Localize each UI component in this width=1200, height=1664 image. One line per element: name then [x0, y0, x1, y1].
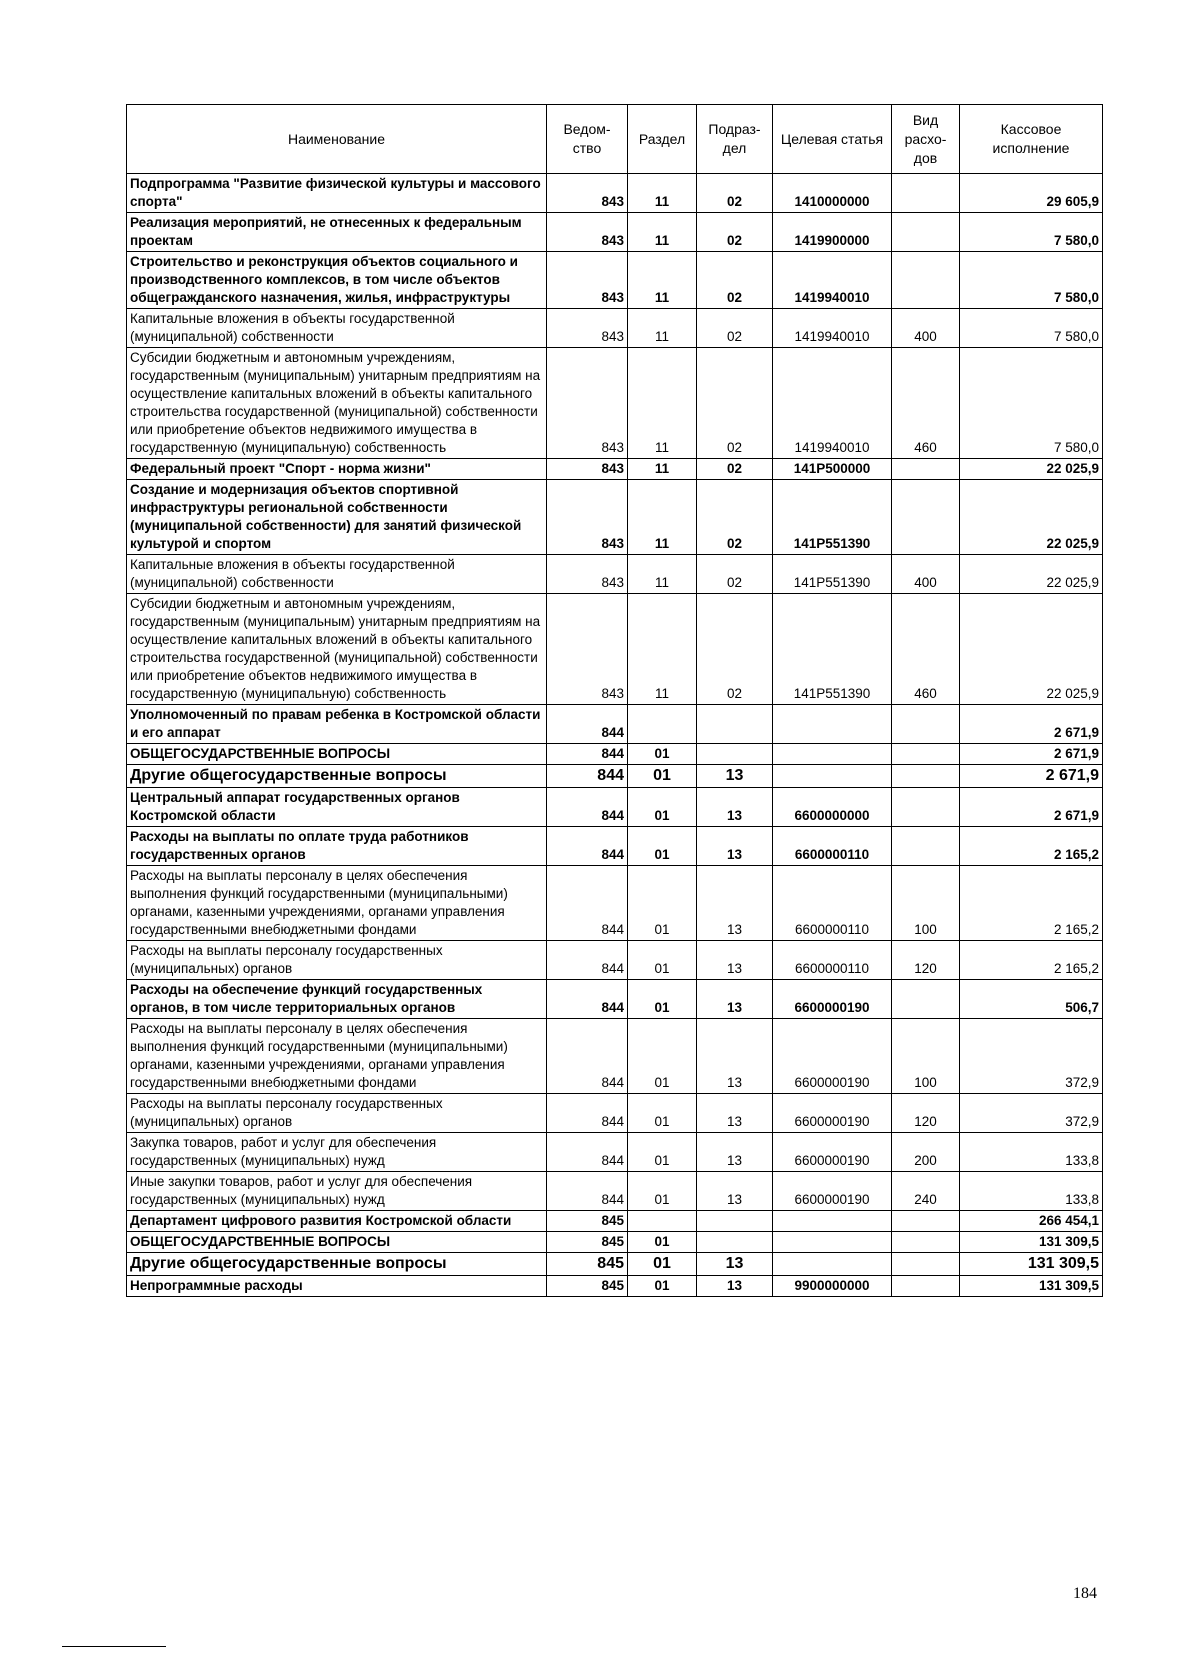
header-podrazdel: Подраз- дел	[697, 105, 773, 174]
table-cell-vedomstvo: 843	[547, 213, 628, 252]
table-cell-statya: 141P551390	[773, 480, 892, 555]
table-cell-statya: 6600000190	[773, 1019, 892, 1094]
table-cell-podrazdel: 02	[697, 480, 773, 555]
table-cell-name: Иные закупки товаров, работ и услуг для обеспечения государственных (муниципальных) нужд	[127, 1172, 547, 1211]
table-cell-podrazdel: 13	[697, 980, 773, 1019]
table-cell-sum: 372,9	[960, 1094, 1103, 1133]
table-cell-vedomstvo: 844	[547, 744, 628, 765]
table-cell-vedomstvo: 844	[547, 941, 628, 980]
table-cell-statya: 1419900000	[773, 213, 892, 252]
table-cell-sum: 133,8	[960, 1133, 1103, 1172]
table-cell-podrazdel: 02	[697, 174, 773, 213]
table-body	[127, 174, 1103, 1297]
table-cell-name: Закупка товаров, работ и услуг для обеспечения государственных (муниципальных) нужд	[127, 1133, 547, 1172]
table-cell-podrazdel: 02	[697, 555, 773, 594]
table-cell-podrazdel: 02	[697, 252, 773, 309]
table-cell-sum: 22 025,9	[960, 594, 1103, 705]
table-cell-razdel: 11	[628, 348, 697, 459]
table-cell-name: ОБЩЕГОСУДАРСТВЕННЫЕ ВОПРОСЫ	[127, 744, 547, 765]
table-cell-vedomstvo: 843	[547, 459, 628, 480]
table-cell-podrazdel: 13	[697, 788, 773, 827]
table-cell-vid: 240	[892, 1172, 960, 1211]
table-cell-vedomstvo: 844	[547, 788, 628, 827]
table-cell-razdel: 01	[628, 866, 697, 941]
table-cell-razdel: 11	[628, 594, 697, 705]
table-cell-sum: 131 309,5	[960, 1253, 1103, 1276]
table-cell-vid: 100	[892, 1019, 960, 1094]
table-row	[127, 348, 1103, 459]
table-cell-vedomstvo: 845	[547, 1211, 628, 1232]
table-cell-razdel: 11	[628, 459, 697, 480]
table-cell-name: Департамент цифрового развития Костромской области	[127, 1211, 547, 1232]
table-row	[127, 1232, 1103, 1253]
table-cell-razdel: 01	[628, 941, 697, 980]
table-cell-name: Непрограммные расходы	[127, 1276, 547, 1297]
table-cell-sum: 7 580,0	[960, 213, 1103, 252]
table-cell-vedomstvo: 844	[547, 866, 628, 941]
table-cell-vid	[892, 827, 960, 866]
table-cell-sum: 372,9	[960, 1019, 1103, 1094]
table-cell-podrazdel: 13	[697, 1276, 773, 1297]
table-cell-vid	[892, 480, 960, 555]
table-cell-razdel: 01	[628, 1019, 697, 1094]
table-cell-sum: 7 580,0	[960, 348, 1103, 459]
footnote-divider	[62, 1646, 166, 1647]
table-cell-sum: 131 309,5	[960, 1276, 1103, 1297]
table-cell-sum: 506,7	[960, 980, 1103, 1019]
table-cell-razdel: 11	[628, 309, 697, 348]
table-cell-podrazdel: 13	[697, 765, 773, 788]
table-cell-vedomstvo: 843	[547, 252, 628, 309]
table-cell-podrazdel	[697, 705, 773, 744]
table-cell-razdel: 11	[628, 252, 697, 309]
table-cell-vid	[892, 744, 960, 765]
table-cell-razdel: 01	[628, 1094, 697, 1133]
table-cell-vid	[892, 980, 960, 1019]
table-cell-name: Другие общегосударственные вопросы	[127, 765, 547, 788]
table-row	[127, 1172, 1103, 1211]
table-cell-statya: 141P551390	[773, 594, 892, 705]
header-ispolnenie: Кассовое исполнение	[960, 105, 1103, 174]
table-row	[127, 744, 1103, 765]
table-cell-name: Расходы на выплаты по оплате труда работников государственных органов	[127, 827, 547, 866]
table-row	[127, 866, 1103, 941]
table-cell-vedomstvo: 844	[547, 827, 628, 866]
table-cell-vedomstvo: 844	[547, 765, 628, 788]
table-row	[127, 788, 1103, 827]
table-cell-name: Расходы на выплаты персоналу в целях обеспечения выполнения функций государственными (муниципальными) органами, казенными учреждениями, органами управления государственными внебюджетными фондами	[127, 1019, 547, 1094]
table-cell-razdel: 01	[628, 1172, 697, 1211]
table-cell-razdel: 01	[628, 980, 697, 1019]
table-row	[127, 1253, 1103, 1276]
table-cell-name: Капитальные вложения в объекты государственной (муниципальной) собственности	[127, 555, 547, 594]
table-row	[127, 1019, 1103, 1094]
table-cell-name: Расходы на выплаты персоналу государственных (муниципальных) органов	[127, 1094, 547, 1133]
table-cell-vid	[892, 1253, 960, 1276]
table-cell-vid: 120	[892, 1094, 960, 1133]
table-cell-razdel: 11	[628, 555, 697, 594]
table-cell-name: Расходы на обеспечение функций государственных органов, в том числе территориальных органов	[127, 980, 547, 1019]
table-cell-statya: 6600000190	[773, 980, 892, 1019]
table-cell-razdel	[628, 705, 697, 744]
table-cell-sum: 22 025,9	[960, 555, 1103, 594]
table-cell-statya	[773, 705, 892, 744]
header-vedomstvo: Ведом- ство	[547, 105, 628, 174]
table-cell-vedomstvo: 845	[547, 1253, 628, 1276]
table-cell-sum: 266 454,1	[960, 1211, 1103, 1232]
table-cell-statya: 6600000190	[773, 1172, 892, 1211]
table-row	[127, 459, 1103, 480]
table-cell-podrazdel: 13	[697, 1172, 773, 1211]
table-row	[127, 1094, 1103, 1133]
header-statya: Целевая статья	[773, 105, 892, 174]
table-cell-name: Субсидии бюджетным и автономным учреждениям, государственным (муниципальным) унитарным предприятиям на осуществление капитальных вложений в объекты капитального строительства государственной (муниципальной) собственности или приобретение объектов недвижимого имущества в государственную (муниципальную) собственность	[127, 594, 547, 705]
table-cell-vid: 120	[892, 941, 960, 980]
table-cell-sum: 2 671,9	[960, 744, 1103, 765]
table-cell-sum: 22 025,9	[960, 459, 1103, 480]
table-row	[127, 1276, 1103, 1297]
table-row	[127, 705, 1103, 744]
table-cell-name: Уполномоченный по правам ребенка в Костромской области и его аппарат	[127, 705, 547, 744]
table-cell-podrazdel: 13	[697, 1133, 773, 1172]
table-cell-vid	[892, 1211, 960, 1232]
table-cell-name: Федеральный проект "Спорт - норма жизни"	[127, 459, 547, 480]
table-cell-podrazdel: 02	[697, 459, 773, 480]
table-row	[127, 174, 1103, 213]
table-row	[127, 309, 1103, 348]
table-cell-vedomstvo: 844	[547, 705, 628, 744]
table-cell-podrazdel	[697, 1232, 773, 1253]
table-cell-vedomstvo: 843	[547, 480, 628, 555]
table-cell-name: Другие общегосударственные вопросы	[127, 1253, 547, 1276]
table-cell-statya	[773, 1232, 892, 1253]
table-cell-vid	[892, 1276, 960, 1297]
table-row	[127, 555, 1103, 594]
table-cell-podrazdel: 13	[697, 866, 773, 941]
table-cell-vedomstvo: 843	[547, 174, 628, 213]
table-cell-vid: 400	[892, 309, 960, 348]
table-cell-statya: 6600000190	[773, 1133, 892, 1172]
table-cell-statya: 6600000110	[773, 941, 892, 980]
table-row	[127, 1211, 1103, 1232]
table-cell-statya	[773, 765, 892, 788]
table-row	[127, 594, 1103, 705]
table-row	[127, 480, 1103, 555]
table-cell-vedomstvo: 843	[547, 348, 628, 459]
table-cell-statya	[773, 1253, 892, 1276]
table-cell-razdel	[628, 1211, 697, 1232]
table-cell-podrazdel: 13	[697, 827, 773, 866]
table-cell-razdel: 01	[628, 1133, 697, 1172]
table-cell-vid	[892, 174, 960, 213]
table-row	[127, 1133, 1103, 1172]
table-cell-sum: 7 580,0	[960, 252, 1103, 309]
table-cell-sum: 7 580,0	[960, 309, 1103, 348]
table-cell-podrazdel: 13	[697, 1253, 773, 1276]
table-cell-statya: 1419940010	[773, 309, 892, 348]
table-cell-statya: 141P551390	[773, 555, 892, 594]
table-cell-sum: 2 671,9	[960, 765, 1103, 788]
table-cell-razdel: 11	[628, 213, 697, 252]
table-cell-sum: 29 605,9	[960, 174, 1103, 213]
table-cell-vedomstvo: 844	[547, 1094, 628, 1133]
table-row	[127, 213, 1103, 252]
table-row	[127, 252, 1103, 309]
table-cell-vid	[892, 705, 960, 744]
table-cell-vid	[892, 213, 960, 252]
table-cell-podrazdel: 13	[697, 941, 773, 980]
budget-table	[126, 104, 1103, 1297]
table-cell-razdel: 11	[628, 174, 697, 213]
table-cell-sum: 2 165,2	[960, 866, 1103, 941]
budget-table-sheet	[126, 104, 1102, 1297]
table-cell-statya: 1419940010	[773, 252, 892, 309]
table-cell-podrazdel	[697, 1211, 773, 1232]
table-cell-vid: 100	[892, 866, 960, 941]
table-cell-sum: 2 671,9	[960, 705, 1103, 744]
table-cell-statya: 141P500000	[773, 459, 892, 480]
table-cell-razdel: 01	[628, 1276, 697, 1297]
table-row	[127, 765, 1103, 788]
table-cell-statya: 9900000000	[773, 1276, 892, 1297]
table-cell-vedomstvo: 844	[547, 980, 628, 1019]
table-cell-name: Субсидии бюджетным и автономным учреждениям, государственным (муниципальным) унитарным предприятиям на осуществление капитальных вложений в объекты капитального строительства государственной (муниципальной) собственности или приобретение объектов недвижимого имущества в государственную (муниципальную) собственность	[127, 348, 547, 459]
table-cell-vid	[892, 252, 960, 309]
table-cell-sum: 131 309,5	[960, 1232, 1103, 1253]
table-cell-statya: 6600000190	[773, 1094, 892, 1133]
table-cell-vid: 460	[892, 348, 960, 459]
table-cell-razdel: 01	[628, 744, 697, 765]
table-cell-statya: 6600000110	[773, 827, 892, 866]
table-cell-sum: 2 165,2	[960, 941, 1103, 980]
table-cell-statya	[773, 1211, 892, 1232]
table-cell-vid: 460	[892, 594, 960, 705]
table-cell-sum: 2 165,2	[960, 827, 1103, 866]
table-cell-vedomstvo: 844	[547, 1172, 628, 1211]
table-row	[127, 941, 1103, 980]
table-cell-razdel: 01	[628, 765, 697, 788]
table-cell-podrazdel: 02	[697, 594, 773, 705]
table-cell-vid: 400	[892, 555, 960, 594]
table-cell-vid: 200	[892, 1133, 960, 1172]
table-cell-podrazdel	[697, 744, 773, 765]
table-cell-podrazdel: 02	[697, 213, 773, 252]
table-cell-statya: 1410000000	[773, 174, 892, 213]
table-cell-statya	[773, 744, 892, 765]
table-cell-podrazdel: 13	[697, 1094, 773, 1133]
table-cell-sum: 133,8	[960, 1172, 1103, 1211]
header-razdel: Раздел	[628, 105, 697, 174]
table-cell-name: Капитальные вложения в объекты государственной (муниципальной) собственности	[127, 309, 547, 348]
table-cell-statya: 6600000110	[773, 866, 892, 941]
table-cell-vedomstvo: 844	[547, 1019, 628, 1094]
table-header-row	[127, 105, 1103, 174]
table-cell-vid	[892, 788, 960, 827]
table-cell-razdel: 01	[628, 1232, 697, 1253]
table-cell-vid	[892, 1232, 960, 1253]
table-cell-name: Расходы на выплаты персоналу государственных (муниципальных) органов	[127, 941, 547, 980]
table-cell-razdel: 01	[628, 1253, 697, 1276]
table-cell-vedomstvo: 843	[547, 555, 628, 594]
table-cell-vedomstvo: 843	[547, 594, 628, 705]
header-vid: Вид расхо- дов	[892, 105, 960, 174]
table-cell-vedomstvo: 843	[547, 309, 628, 348]
table-cell-podrazdel: 13	[697, 1019, 773, 1094]
table-cell-name: Подпрограмма "Развитие физической культуры и массового спорта"	[127, 174, 547, 213]
table-cell-podrazdel: 02	[697, 309, 773, 348]
table-cell-name: Реализация мероприятий, не отнесенных к федеральным проектам	[127, 213, 547, 252]
table-cell-statya: 6600000000	[773, 788, 892, 827]
table-cell-vid	[892, 765, 960, 788]
table-cell-razdel: 01	[628, 827, 697, 866]
table-row	[127, 980, 1103, 1019]
table-cell-name: Создание и модернизация объектов спортивной инфраструктуры региональной собственности (муниципальной собственности) для занятий физической культурой и спортом	[127, 480, 547, 555]
table-cell-razdel: 11	[628, 480, 697, 555]
table-cell-name: Центральный аппарат государственных органов Костромской области	[127, 788, 547, 827]
table-cell-name: ОБЩЕГОСУДАРСТВЕННЫЕ ВОПРОСЫ	[127, 1232, 547, 1253]
table-cell-name: Строительство и реконструкция объектов социального и производственного комплексов, в том числе объектов общегражданского назначения, жилья, инфраструктуры	[127, 252, 547, 309]
table-cell-vedomstvo: 845	[547, 1232, 628, 1253]
table-cell-sum: 22 025,9	[960, 480, 1103, 555]
table-cell-vedomstvo: 844	[547, 1133, 628, 1172]
table-row	[127, 827, 1103, 866]
table-cell-vid	[892, 459, 960, 480]
table-cell-name: Расходы на выплаты персоналу в целях обеспечения выполнения функций государственными (муниципальными) органами, казенными учреждениями, органами управления государственными внебюджетными фондами	[127, 866, 547, 941]
page-number: 184	[1073, 1585, 1097, 1602]
table-cell-razdel: 01	[628, 788, 697, 827]
header-name: Наименование	[127, 105, 547, 174]
table-cell-vedomstvo: 845	[547, 1276, 628, 1297]
table-cell-podrazdel: 02	[697, 348, 773, 459]
table-cell-sum: 2 671,9	[960, 788, 1103, 827]
table-cell-statya: 1419940010	[773, 348, 892, 459]
